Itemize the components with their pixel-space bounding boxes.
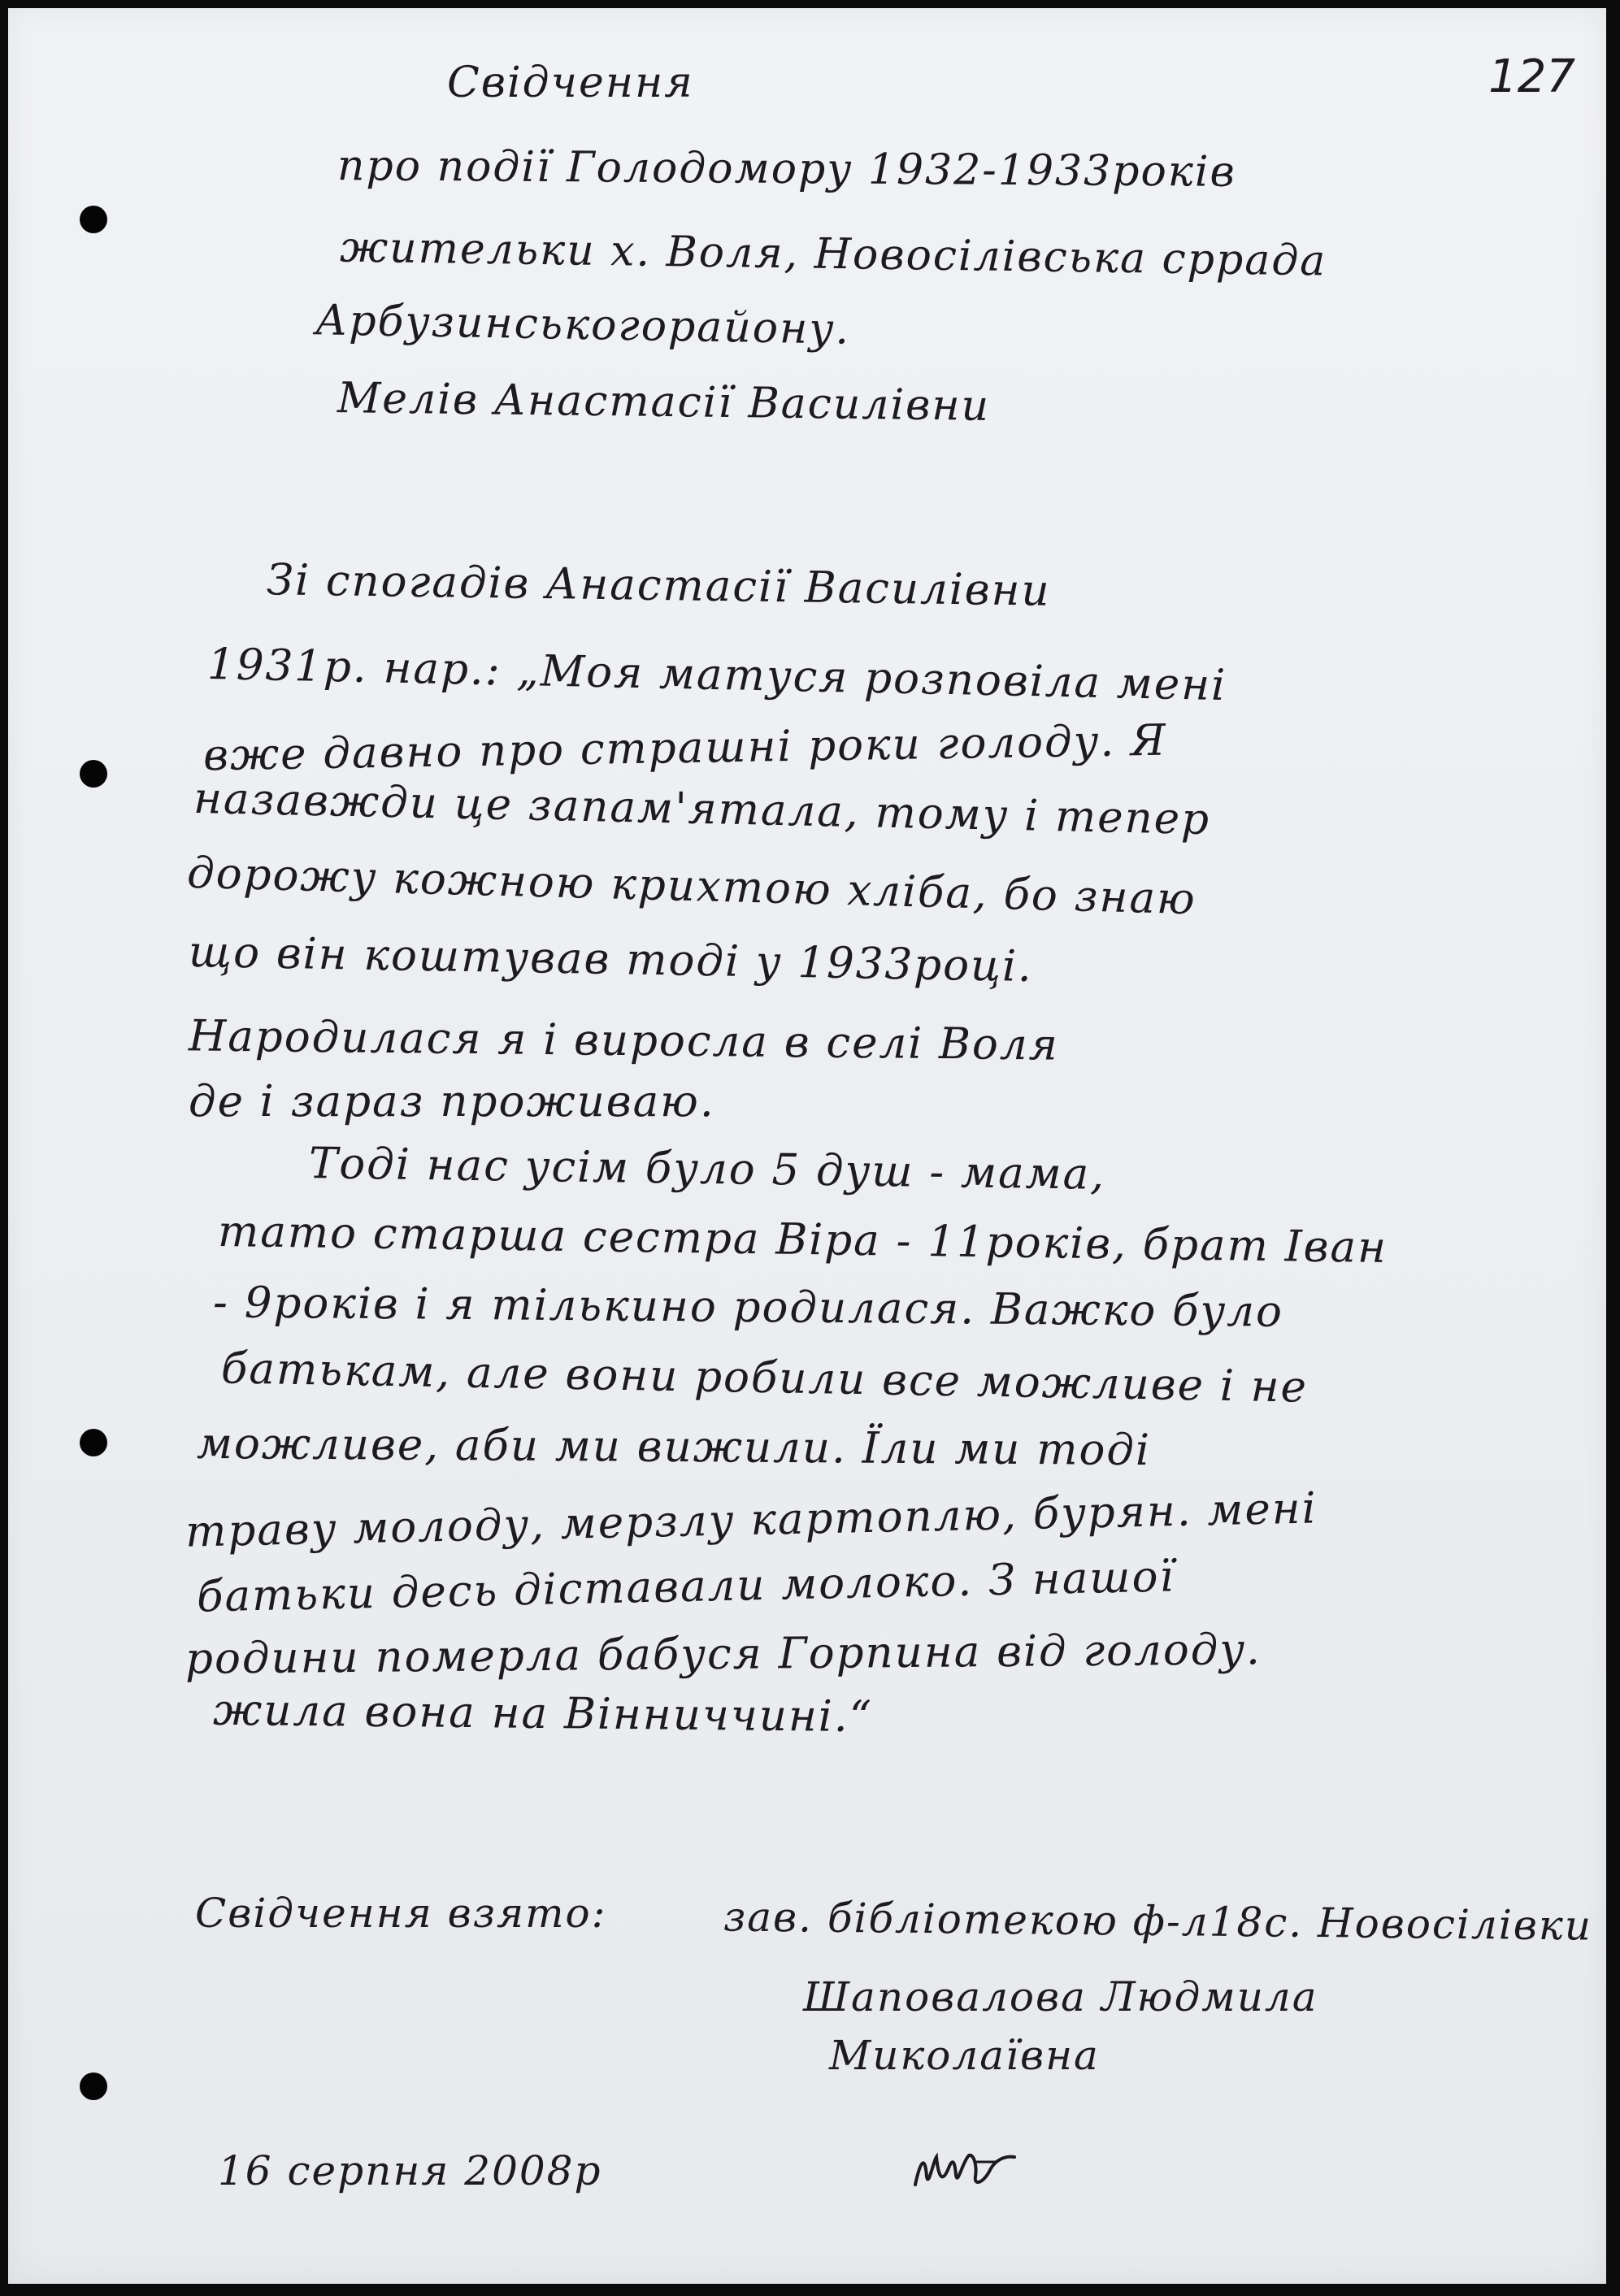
body-line: можливе, аби ми вижили. Їли ми тоді [196, 1418, 1152, 1476]
body-line: - 9років і я тількино родилася. Важко було [212, 1278, 1284, 1337]
punch-hole [80, 2072, 107, 2100]
punch-hole [80, 760, 107, 788]
date: 16 серпня 2008р [218, 2147, 602, 2194]
body-line: родини померла бабуся Горпина від голоду. [185, 1625, 1262, 1684]
body-line: 1931р. нар.: „Моя матуся розповіла мені [206, 639, 1227, 711]
body-line: Тоді нас усім було 5 душ - мама, [308, 1139, 1106, 1200]
page-number: 127 [1488, 50, 1575, 103]
title-line: про події Голодомору 1932-1933років [337, 141, 1236, 197]
body-line: дорожу кожною крихтою хліба, бо знаю [186, 848, 1197, 925]
testimony-taker-patronymic: Миколаївна [829, 2032, 1100, 2079]
punch-hole [80, 1429, 107, 1456]
body-line: жила вона на Вінниччині.“ [212, 1685, 874, 1743]
body-line: батькам, але вони робили все можливе і не [220, 1343, 1309, 1413]
document-title: Свідчення [447, 59, 694, 107]
document-page [8, 8, 1606, 2284]
testimony-taker-role: зав. бібліотекою ф-л18с. Новосілівки [723, 1893, 1593, 1950]
witness-name: Мелів Анастасії Василівни [337, 374, 991, 431]
body-line: Зі спогадів Анастасії Василівни [266, 555, 1052, 616]
body-line: батьки десь діставали молоко. З нашої [196, 1552, 1176, 1622]
body-line: назавжди це запам'ятала, тому і тепер [193, 773, 1211, 845]
testimony-label: Свідчення взято: [195, 1890, 607, 1937]
body-line: де і зараз проживаю. [189, 1077, 715, 1126]
punch-hole [80, 206, 107, 233]
title-line: Арбузинськогорайону. [315, 296, 851, 354]
signature [909, 2138, 1023, 2203]
body-line: вже давно про страшні роки голоду. Я [202, 715, 1168, 781]
title-line: жительки х. Воля, Новосілівська сррада [339, 223, 1327, 286]
body-line: Народилася я і виросла в селі Воля [188, 1011, 1060, 1070]
body-line: що він коштував тоді у 1933році. [188, 927, 1034, 992]
testimony-taker-name: Шаповалова Людмила [803, 1973, 1318, 2020]
body-line: тато старша сестра Віра - 11років, брат Іван [217, 1206, 1388, 1274]
body-line: траву молоду, мерзлу картоплю, бурян. мені [185, 1483, 1318, 1557]
